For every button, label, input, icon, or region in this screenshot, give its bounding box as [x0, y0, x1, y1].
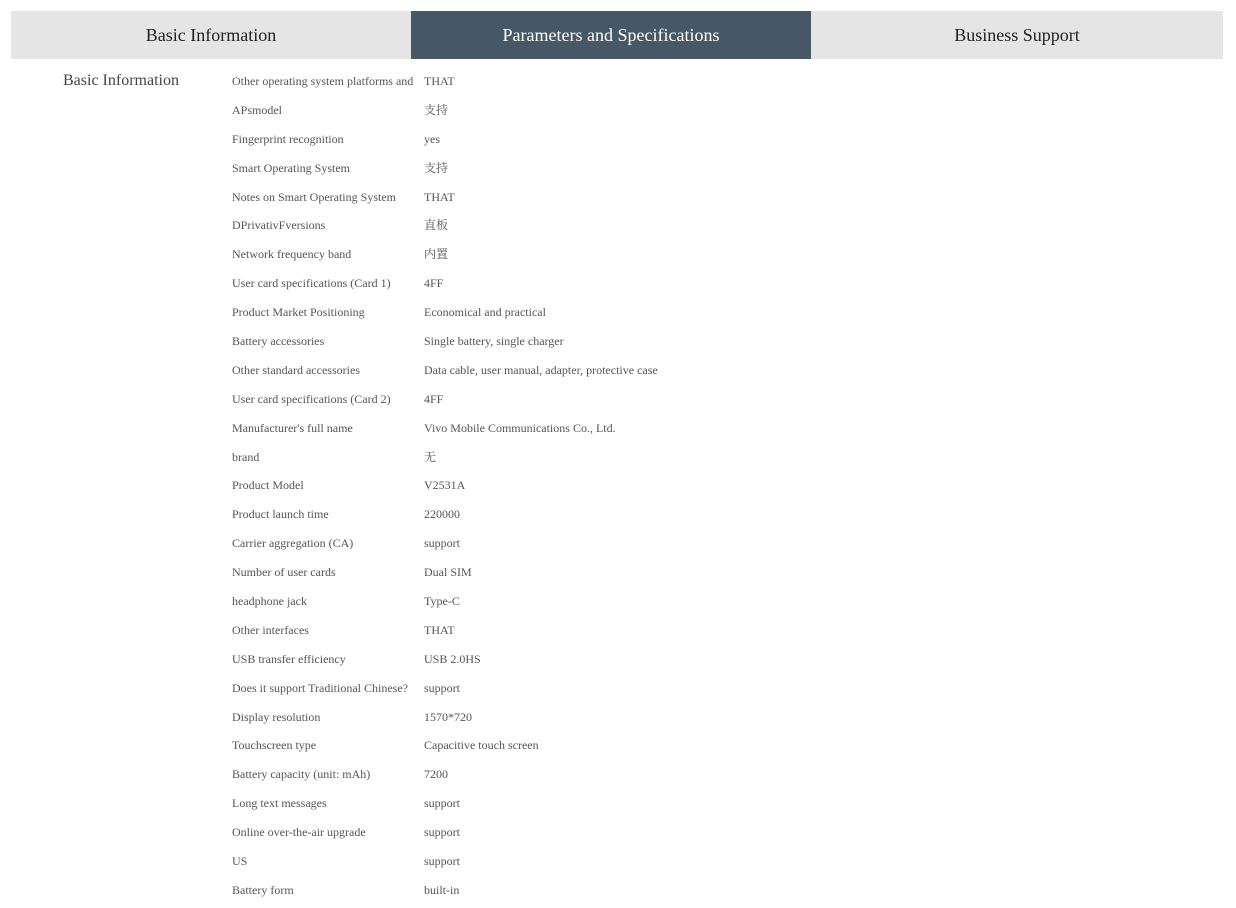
spec-row [232, 703, 832, 732]
spec-row [232, 240, 832, 269]
spec-label: DPrivativFversions [232, 218, 326, 233]
spec-value: 4FF [424, 276, 444, 291]
spec-label: Smart Operating System [232, 160, 350, 175]
spec-value: Vivo Mobile Communications Co., Ltd. [424, 420, 616, 435]
spec-label: Other standard accessories [232, 362, 360, 377]
spec-label: Online over-the-air upgrade [232, 825, 366, 840]
spec-value: THAT [424, 74, 455, 88]
spec-value: THAT [424, 622, 455, 637]
spec-row [232, 616, 832, 645]
spec-row [232, 558, 832, 587]
spec-row [232, 385, 832, 414]
spec-row [232, 587, 832, 616]
spec-row [232, 731, 832, 760]
spec-label: Long text messages [232, 796, 327, 811]
tab-basic-information[interactable]: Basic Information [11, 11, 411, 59]
spec-row [232, 760, 832, 789]
spec-value: Dual SIM [424, 565, 472, 580]
spec-label: Product launch time [232, 507, 329, 522]
spec-label: Other interfaces [232, 622, 309, 637]
spec-value: built-in [424, 882, 460, 897]
spec-row [232, 96, 832, 125]
spec-value: Type-C [424, 594, 460, 609]
spec-row [232, 298, 832, 327]
spec-row [232, 67, 832, 96]
spec-value: 支持 [424, 102, 449, 117]
tab-bar [11, 11, 1223, 59]
spec-label: headphone jack [232, 594, 307, 609]
spec-value: Single battery, single charger [424, 334, 564, 349]
spec-row [232, 818, 832, 847]
spec-label: Notes on Smart Operating System [232, 189, 396, 204]
spec-value: support [424, 825, 460, 840]
spec-row [232, 443, 832, 472]
spec-label: Product Model [232, 478, 304, 493]
spec-row [232, 529, 832, 558]
spec-label: Network frequency band [232, 247, 352, 262]
spec-row [232, 645, 832, 674]
spec-label: Other operating system platforms and [232, 74, 414, 88]
spec-label: User card specifications (Card 1) [232, 276, 391, 291]
spec-row [232, 471, 832, 500]
spec-value: 220000 [424, 507, 460, 522]
spec-row [232, 847, 832, 876]
spec-label: brand [232, 449, 260, 464]
spec-row [232, 674, 832, 703]
spec-value: USB 2.0HS [424, 651, 481, 666]
spec-row [232, 327, 832, 356]
spec-row [232, 500, 832, 529]
spec-value: 1570*720 [424, 709, 472, 724]
spec-value: Data cable, user manual, adapter, protective case [424, 362, 658, 377]
spec-value: support [424, 536, 460, 551]
spec-value: V2531A [424, 478, 466, 493]
spec-label: Fingerprint recognition [232, 131, 344, 146]
spec-value: yes [424, 131, 440, 146]
spec-label: User card specifications (Card 2) [232, 391, 391, 406]
spec-value: support [424, 854, 460, 869]
section-title: Basic Information [63, 72, 179, 89]
tab-business-support[interactable]: Business Support [811, 11, 1223, 59]
spec-label: Battery form [232, 882, 294, 897]
spec-label: Number of user cards [232, 565, 336, 580]
spec-row [232, 211, 832, 240]
spec-row [232, 789, 832, 818]
spec-label: Battery capacity (unit: mAh) [232, 767, 371, 782]
spec-label: Battery accessories [232, 334, 325, 349]
spec-value: 内置 [424, 247, 449, 262]
spec-value: 直板 [424, 218, 449, 233]
spec-row [232, 356, 832, 385]
spec-label: Product Market Positioning [232, 305, 365, 320]
spec-row [232, 269, 832, 298]
spec-value: 7200 [424, 767, 448, 782]
spec-row [232, 183, 832, 212]
spec-table [232, 67, 832, 905]
spec-row [232, 154, 832, 183]
spec-value: Economical and practical [424, 305, 546, 320]
spec-row [232, 125, 832, 154]
tab-parameters-and-specifications[interactable]: Parameters and Specifications [411, 11, 811, 59]
spec-label: USB transfer efficiency [232, 651, 346, 666]
spec-row [232, 414, 832, 443]
spec-value: support [424, 796, 460, 811]
spec-label: Carrier aggregation (CA) [232, 536, 354, 551]
spec-value: Capacitive touch screen [424, 738, 539, 753]
spec-label: Does it support Traditional Chinese? [232, 680, 408, 695]
spec-label: US [232, 854, 248, 869]
spec-value: 4FF [424, 391, 444, 406]
spec-value: support [424, 680, 460, 695]
spec-label: Display resolution [232, 709, 321, 724]
spec-value: THAT [424, 189, 455, 204]
spec-label: Manufacturer's full name [232, 420, 353, 435]
spec-label: APsmodel [232, 102, 283, 117]
spec-row [232, 876, 832, 905]
spec-value: 支持 [424, 160, 449, 175]
spec-value: 无 [424, 449, 437, 464]
spec-label: Touchscreen type [232, 738, 317, 753]
